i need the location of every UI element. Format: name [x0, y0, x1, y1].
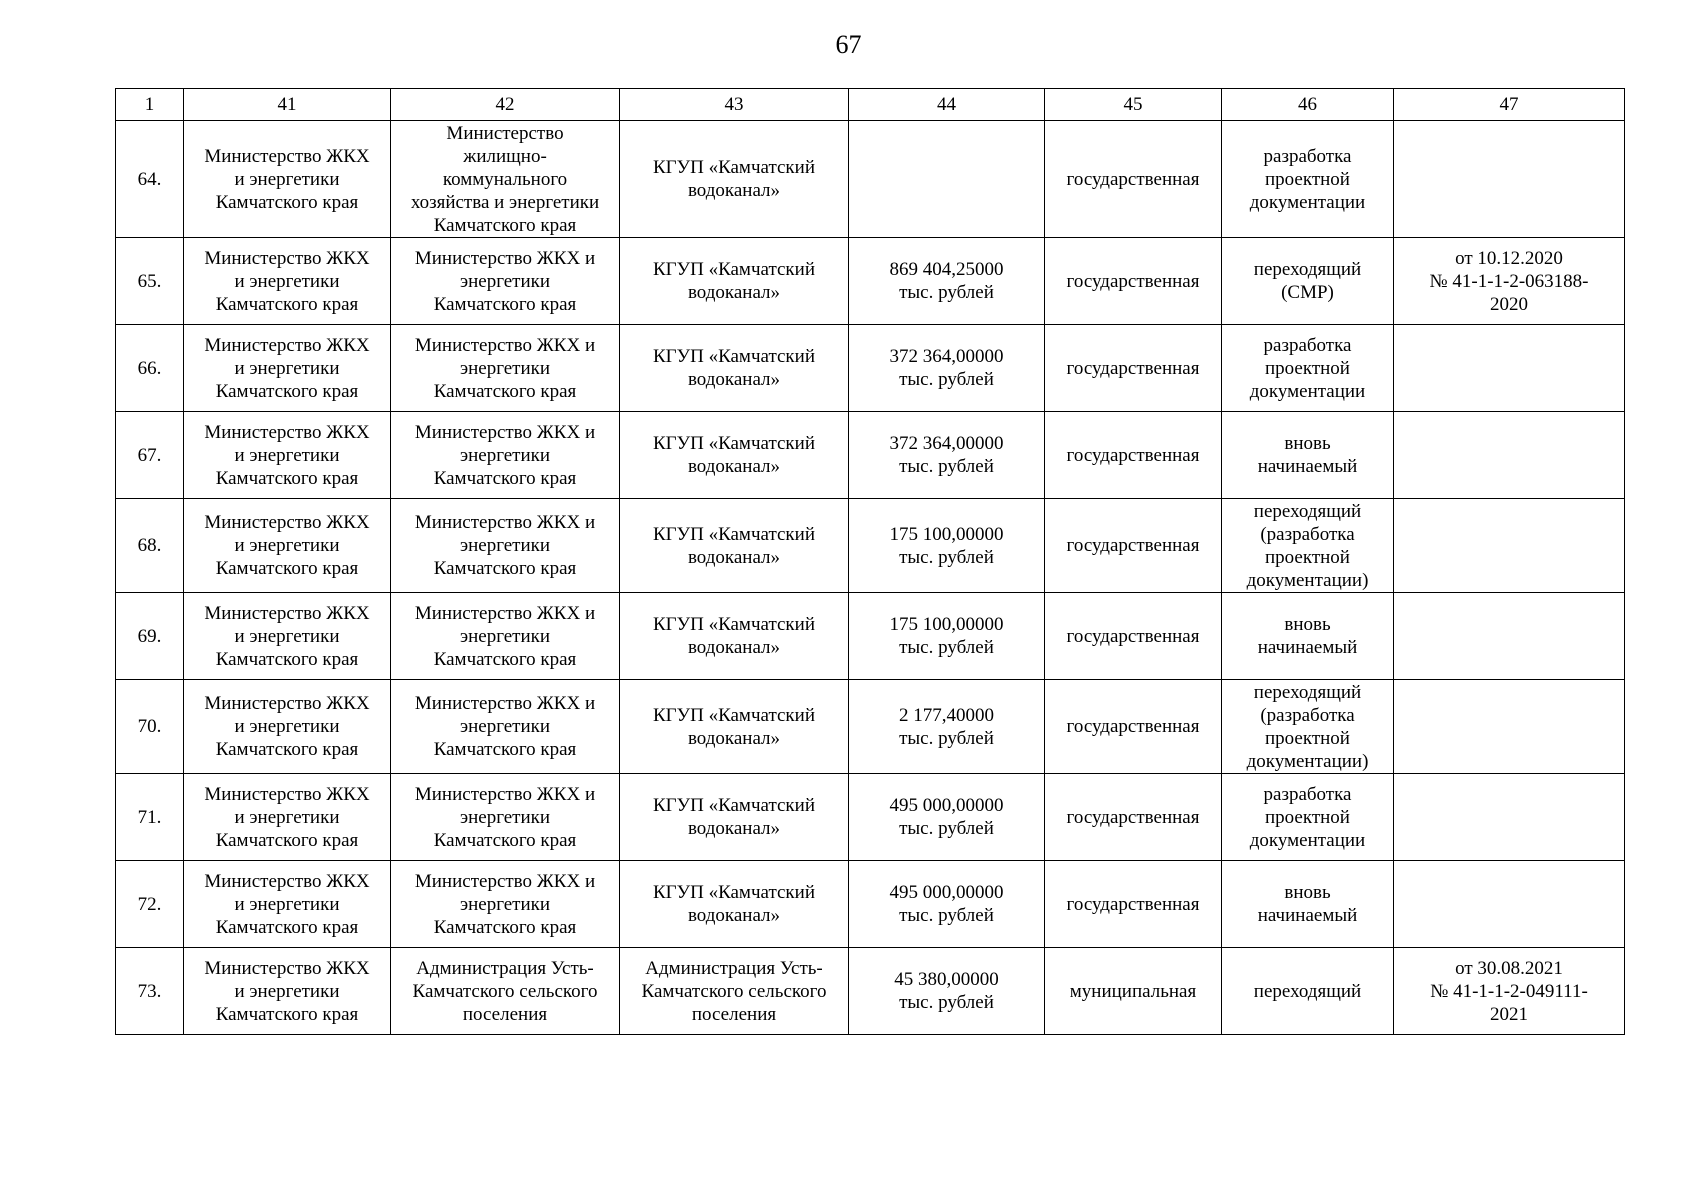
- table-cell: [1394, 412, 1625, 499]
- table-cell: государственная: [1045, 774, 1222, 861]
- table-cell: государственная: [1045, 861, 1222, 948]
- table-cell: КГУП «Камчатский водоканал»: [620, 861, 849, 948]
- table-row: [116, 948, 1625, 1035]
- row-number-cell: 65.: [116, 238, 184, 325]
- table-row: [116, 861, 1625, 948]
- table-cell: переходящий (разработка проектной документации): [1222, 499, 1394, 593]
- table-cell: [849, 121, 1045, 238]
- table-cell: 45 380,00000 тыс. рублей: [849, 948, 1045, 1035]
- table-cell: государственная: [1045, 238, 1222, 325]
- table-cell: Министерство ЖКХ и энергетики Камчатского края: [184, 861, 391, 948]
- table-cell: 495 000,00000 тыс. рублей: [849, 861, 1045, 948]
- table-cell: Министерство ЖКХ и энергетики Камчатского края: [391, 412, 620, 499]
- row-number-cell: 70.: [116, 680, 184, 774]
- table-cell: КГУП «Камчатский водоканал»: [620, 593, 849, 680]
- table-cell: [1394, 680, 1625, 774]
- table-row: [116, 593, 1625, 680]
- table-cell: переходящий: [1222, 948, 1394, 1035]
- table-cell: 175 100,00000 тыс. рублей: [849, 499, 1045, 593]
- table-cell: Министерство ЖКХ и энергетики Камчатского края: [391, 499, 620, 593]
- table-cell: 2 177,40000 тыс. рублей: [849, 680, 1045, 774]
- page-number: 67: [835, 30, 862, 59]
- table-row: [116, 774, 1625, 861]
- table-row: [116, 238, 1625, 325]
- row-number-cell: 68.: [116, 499, 184, 593]
- table-cell: государственная: [1045, 121, 1222, 238]
- header-cell: 47: [1394, 89, 1625, 121]
- table-cell: разработка проектной документации: [1222, 774, 1394, 861]
- table-cell: переходящий (СМР): [1222, 238, 1394, 325]
- table-row: [116, 680, 1625, 774]
- table-cell: Министерство ЖКХ и энергетики Камчатского края: [184, 238, 391, 325]
- row-number-cell: 73.: [116, 948, 184, 1035]
- table-cell: 495 000,00000 тыс. рублей: [849, 774, 1045, 861]
- header-cell: 42: [391, 89, 620, 121]
- table-cell: Министерство ЖКХ и энергетики Камчатского края: [184, 499, 391, 593]
- table-cell: Администрация Усть- Камчатского сельского поселения: [620, 948, 849, 1035]
- table-cell: Администрация Усть- Камчатского сельского поселения: [391, 948, 620, 1035]
- table-cell: КГУП «Камчатский водоканал»: [620, 238, 849, 325]
- table-cell: Министерство ЖКХ и энергетики Камчатского края: [391, 861, 620, 948]
- table-cell: Министерство ЖКХ и энергетики Камчатского края: [184, 774, 391, 861]
- table-cell: Министерство ЖКХ и энергетики Камчатского края: [391, 325, 620, 412]
- table-row: [116, 412, 1625, 499]
- table-cell: Министерство ЖКХ и энергетики Камчатского края: [391, 680, 620, 774]
- row-number-cell: 67.: [116, 412, 184, 499]
- table-cell: КГУП «Камчатский водоканал»: [620, 325, 849, 412]
- table-cell: 869 404,25000 тыс. рублей: [849, 238, 1045, 325]
- table-cell: 175 100,00000 тыс. рублей: [849, 593, 1045, 680]
- table-cell: Министерство ЖКХ и энергетики Камчатского края: [391, 593, 620, 680]
- table-cell: вновь начинаемый: [1222, 861, 1394, 948]
- table-cell: муниципальная: [1045, 948, 1222, 1035]
- table-cell: Министерство ЖКХ и энергетики Камчатского края: [184, 325, 391, 412]
- table-cell: вновь начинаемый: [1222, 593, 1394, 680]
- table-cell: [1394, 774, 1625, 861]
- table-cell: Министерство ЖКХ и энергетики Камчатского края: [184, 593, 391, 680]
- table-cell: вновь начинаемый: [1222, 412, 1394, 499]
- table-cell: государственная: [1045, 680, 1222, 774]
- table-row: [116, 499, 1625, 593]
- header-cell: 43: [620, 89, 849, 121]
- table-cell: [1394, 325, 1625, 412]
- header-cell: 1: [116, 89, 184, 121]
- row-number-cell: 66.: [116, 325, 184, 412]
- table-cell: государственная: [1045, 499, 1222, 593]
- table-cell: Министерство ЖКХ и энергетики Камчатского края: [184, 121, 391, 238]
- table-cell: [1394, 593, 1625, 680]
- table-cell: КГУП «Камчатский водоканал»: [620, 121, 849, 238]
- table-cell: КГУП «Камчатский водоканал»: [620, 680, 849, 774]
- table-cell: КГУП «Камчатский водоканал»: [620, 499, 849, 593]
- table-row: [116, 121, 1625, 238]
- registry-table: [115, 88, 1625, 1035]
- table-cell: от 10.12.2020 № 41-1-1-2-063188- 2020: [1394, 238, 1625, 325]
- table-header-row: [116, 89, 1625, 121]
- table-cell: КГУП «Камчатский водоканал»: [620, 774, 849, 861]
- header-cell: 41: [184, 89, 391, 121]
- table-cell: Министерство ЖКХ и энергетики Камчатского края: [391, 238, 620, 325]
- table-cell: государственная: [1045, 412, 1222, 499]
- row-number-cell: 69.: [116, 593, 184, 680]
- row-number-cell: 71.: [116, 774, 184, 861]
- table-cell: [1394, 121, 1625, 238]
- table-cell: 372 364,00000 тыс. рублей: [849, 325, 1045, 412]
- table-cell: государственная: [1045, 325, 1222, 412]
- table-cell: 372 364,00000 тыс. рублей: [849, 412, 1045, 499]
- table-cell: разработка проектной документации: [1222, 121, 1394, 238]
- header-cell: 45: [1045, 89, 1222, 121]
- table-cell: государственная: [1045, 593, 1222, 680]
- table-cell: Министерство ЖКХ и энергетики Камчатского края: [184, 948, 391, 1035]
- table-row: [116, 325, 1625, 412]
- row-number-cell: 72.: [116, 861, 184, 948]
- table-cell: [1394, 861, 1625, 948]
- table-cell: [1394, 499, 1625, 593]
- table-cell: разработка проектной документации: [1222, 325, 1394, 412]
- table-cell: Министерство жилищно- коммунального хозяйства и энергетики Камчатского края: [391, 121, 620, 238]
- table-cell: Министерство ЖКХ и энергетики Камчатского края: [184, 680, 391, 774]
- table-cell: Министерство ЖКХ и энергетики Камчатского края: [184, 412, 391, 499]
- table-cell: от 30.08.2021 № 41-1-1-2-049111- 2021: [1394, 948, 1625, 1035]
- table-cell: Министерство ЖКХ и энергетики Камчатского края: [391, 774, 620, 861]
- header-cell: 46: [1222, 89, 1394, 121]
- table-cell: КГУП «Камчатский водоканал»: [620, 412, 849, 499]
- table-cell: переходящий (разработка проектной документации): [1222, 680, 1394, 774]
- header-cell: 44: [849, 89, 1045, 121]
- row-number-cell: 64.: [116, 121, 184, 238]
